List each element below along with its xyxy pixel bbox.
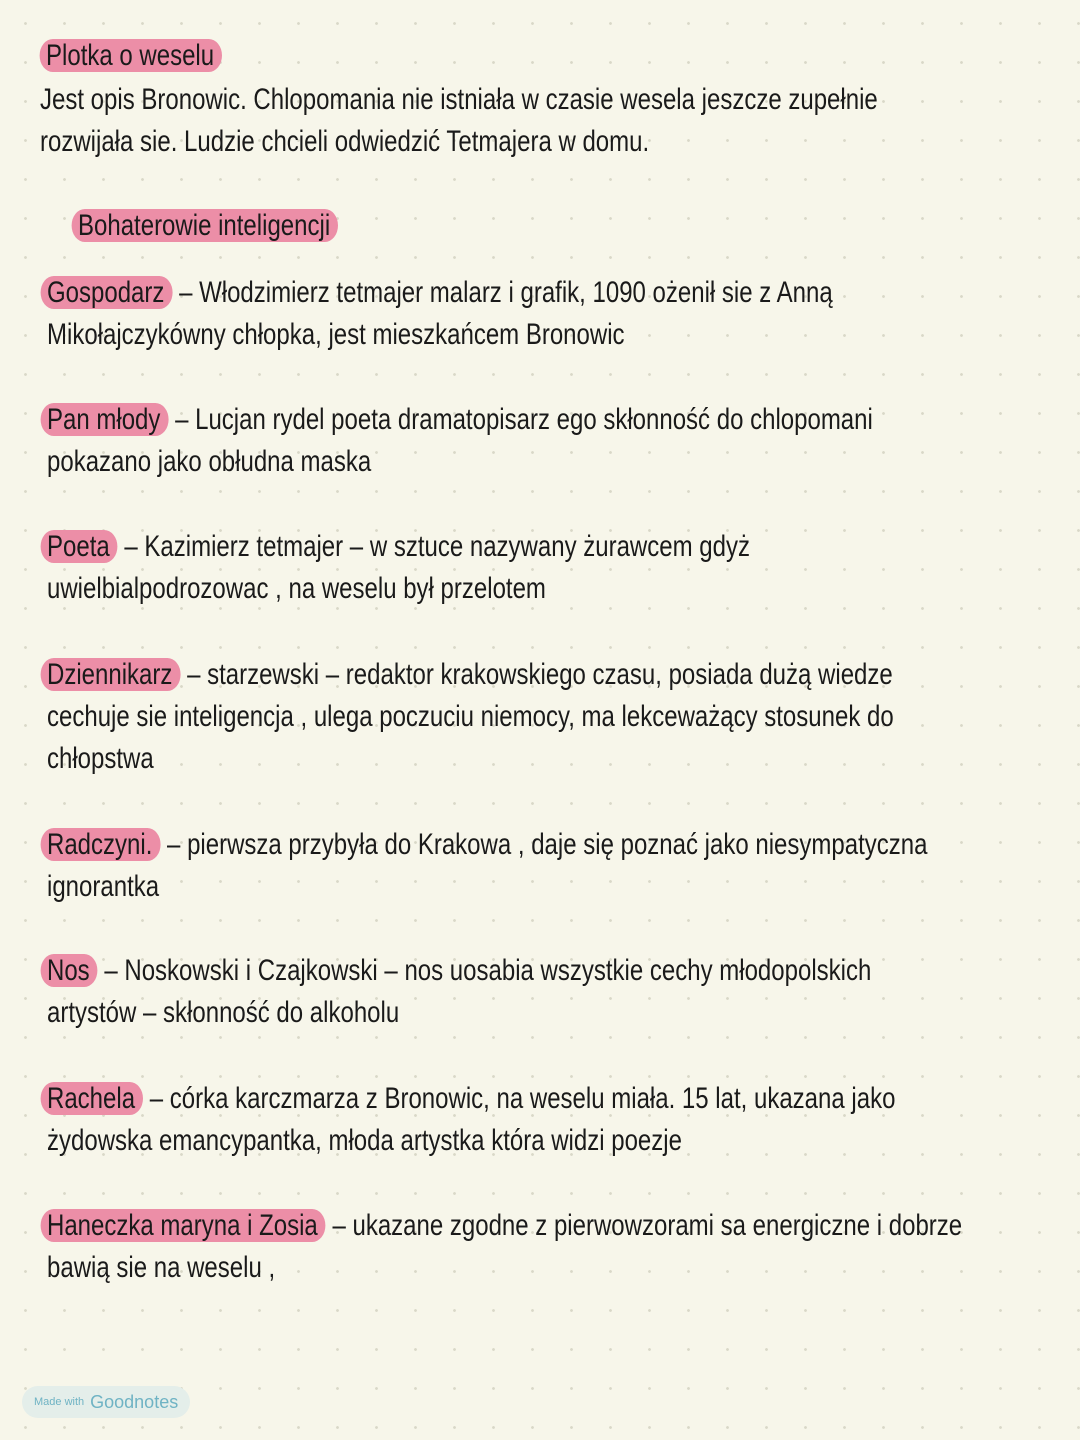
entry-text: – Włodzimierz tetmajer malarz i grafik, 1090 ożenił sie z Anną <box>179 276 833 309</box>
goodnotes-badge <box>22 1386 190 1418</box>
entry-text: ignorantka <box>47 870 160 903</box>
entry-text: artystów – skłonność do alkoholu <box>47 996 400 1029</box>
entry-text: Mikołajczykówny chłopka, jest mieszkańcem Bronowic <box>47 318 625 351</box>
entry-text: – Kazimierz tetmajer – w sztuce nazywany żurawcem gdyż <box>124 530 750 563</box>
entry-text: cechuje sie inteligencja , ulega poczuciu niemocy, ma lekceważący stosunek do <box>47 700 894 733</box>
entry-line <box>47 1208 962 1244</box>
entry-term: Rachela <box>41 1082 143 1115</box>
entry-term: Poeta <box>41 530 118 563</box>
heading-highlight: Bohaterowie inteligencji <box>72 209 339 242</box>
entry-text: – pierwsza przybyła do Krakowa , daje się poznać jako niesympatyczna <box>167 828 928 861</box>
page-title <box>46 38 222 74</box>
entry-term: Dziennikarz <box>41 658 181 691</box>
entry-line <box>47 317 625 353</box>
entry-line <box>47 529 750 565</box>
entry-line <box>47 1123 682 1159</box>
entry-text: pokazano jako obłudna maska <box>47 445 372 478</box>
entry-line <box>47 699 894 735</box>
entry-line <box>47 275 833 311</box>
entry-term: Gospodarz <box>41 276 173 309</box>
entry-text: chłopstwa <box>47 742 154 775</box>
entry-line <box>47 571 546 607</box>
entry-line <box>47 657 893 693</box>
section-heading <box>78 208 338 244</box>
made-with-label: Made with <box>34 1396 85 1408</box>
entry-term: Haneczka maryna i Zosia <box>41 1209 326 1242</box>
entry-line <box>47 827 927 863</box>
entry-text: bawią sie na weselu , <box>47 1251 276 1284</box>
entry-line <box>47 402 873 438</box>
entry-text: uwielbialpodrozowac , na weselu był przelotem <box>47 572 546 605</box>
brand-label: Goodnotes <box>90 1391 179 1412</box>
entry-term: Nos <box>41 954 98 987</box>
entry-line <box>47 1081 895 1117</box>
entry-text: – starzewski – redaktor krakowskiego czasu, posiada dużą wiedze <box>187 658 893 691</box>
entry-line <box>47 741 154 777</box>
intro-line: rozwijała sie. Ludzie chcieli odwiedzić Tetmajera w domu. <box>40 125 650 158</box>
entry-line <box>47 1250 275 1286</box>
entry-term: Pan młody <box>41 403 169 436</box>
entry-text: – Lucjan rydel poeta dramatopisarz ego skłonność do chlopomani <box>175 403 873 436</box>
intro-line: Jest opis Bronowic. Chlopomania nie istniała w czasie wesela jeszcze zupełnie <box>40 83 878 116</box>
entry-text: żydowska emancypantka, młoda artystka która widzi poezje <box>47 1124 682 1157</box>
entry-line <box>47 995 399 1031</box>
entry-line <box>47 869 159 905</box>
entry-text: – córka karczmarza z Bronowic, na weselu miała. 15 lat, ukazana jako <box>149 1082 896 1115</box>
entry-term: Radczyni. <box>41 828 161 861</box>
entry-line <box>47 953 871 989</box>
entry-line <box>47 444 371 480</box>
entry-text: – Noskowski i Czajkowski – nos uosabia wszystkie cechy młodopolskich <box>104 954 872 987</box>
title-highlight: Plotka o weselu <box>40 39 223 72</box>
entry-text: – ukazane zgodne z pierwowzorami sa energiczne i dobrze <box>332 1209 963 1242</box>
